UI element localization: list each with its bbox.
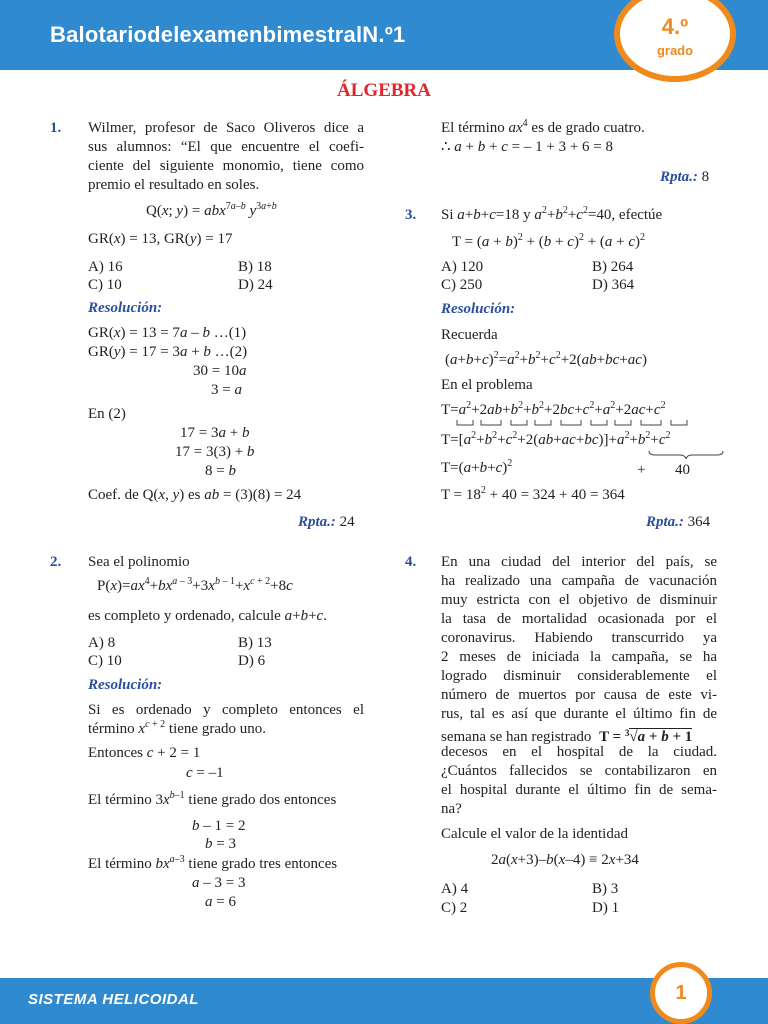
option: B) 3 [592,881,619,897]
problem-statement: 2 meses de iniciada la campaña, se ha [441,649,717,665]
problem-statement: Sea el polinomio [88,554,190,570]
option: D) 6 [238,653,266,669]
answer: Rpta.: 24 [298,514,355,530]
step: Entonces c + 2 = 1 [88,745,201,761]
option: A) 8 [88,635,116,651]
step: 30 = 10a [193,363,247,379]
problem-statement: número de muertos por causa de este vi- [441,687,717,703]
problem-number: 4. [405,554,417,570]
step: El término $bx^{a-3}$ tiene grado tres entonces [88,854,338,872]
step: $T=a^2+2ab+b^2+b^2+2bc+c^2+a^2+2ac+c^2$ [441,400,666,418]
problem-statement: decesos en el hospital de la ciudad. [441,744,717,760]
step: El término $3x^{b-1}$ tiene grado dos entonces [88,790,337,808]
problem-number: 1. [50,120,62,136]
problem-statement: En una ciudad del interior del país, se [441,554,717,570]
step: b – 1 = 2 [192,818,246,834]
problem-statement: ¿Cuántos fallecidos se contabilizaron en [441,763,717,779]
option: C) 10 [88,277,122,293]
step: GR(x) = 13 = 7a – b …(1) [88,325,247,341]
problem-statement: na? [441,801,462,817]
underbrace [648,450,724,460]
polynomial: $P(x)=ax^4+bx^{a - 3}+3x^{b - 1}+x^{c + 2}+8c$ [97,576,293,594]
option: B) 18 [238,259,272,275]
step: $T=(a+b+c)^2$ [441,458,513,476]
step: 3 = a [211,382,242,398]
page-number: 1 [675,982,687,1004]
step: 40 [675,462,690,478]
step: GR(y) = 17 = 3a + b …(2) [88,344,248,360]
option: C) 2 [441,900,468,916]
question: Calcule el valor de la identidad [441,826,629,842]
step: término $x^{c + 2}$ tiene grado uno. [88,719,266,737]
option: A) 16 [88,259,123,275]
step: $T=[a^2+b^2+c^2+2(ab+ac+bc)]+a^2+b^2+c^2$ [441,430,671,448]
option: A) 4 [441,881,469,897]
resolution-label: Resolución: [88,300,163,316]
step: En el problema [441,377,533,393]
grade-number: 4.º [661,14,689,39]
exam-title: BalotariodelexamenbimestralN.º1 [50,22,406,47]
problem-number: 2. [50,554,62,570]
identity: 2a(x+3)–b(x–4) ≡ 2x+34 [491,852,639,868]
problem-statement: rus, tal es así que durante el último fin de [441,706,717,722]
step: Coef. de Q(x, y) es ab = (3)(8) = 24 [88,487,302,503]
step: $T = 18^2 + 40 = 324 + 40 = 364$ [441,485,625,503]
problem-statement: ciente del siguiente monomio, tiene como [88,158,364,174]
answer: Rpta.: 364 [646,514,711,530]
answer: Rpta.: 8 [660,169,710,185]
problem-statement: logrado disminuir considerablemente el [441,668,717,684]
grade-label: grado [656,43,694,58]
step: $(a+b+c)^2=a^2+b^2+c^2+2(ab+bc+ac)$ [445,350,647,368]
step: ∴ a + b + c = – 1 + 3 + 6 = 8 [441,139,613,155]
question: es completo y ordenado, calcule a+b+c. [88,608,327,624]
step: + [637,462,646,478]
step: 17 = 3a + b [180,425,250,441]
step: En (2) [88,406,126,422]
step: 17 = 3(3) + b [175,444,255,460]
expression: $T = (a + b)^2 + (b + c)^2 + (a + c)^2$ [452,232,646,250]
step: a = 6 [205,894,236,910]
option: B) 264 [592,259,634,275]
problem-statement: Wilmer, profesor de Saco Oliveros dice a [88,120,364,136]
step: Recuerda [441,327,498,343]
step: El término $ax^4$ es de grado cuatro. [441,118,645,136]
option: D) 24 [238,277,273,293]
condition: GR(x) = 13, GR(y) = 17 [88,231,233,247]
problem-statement: muy estricta con el objetivo de disminuir [441,592,717,608]
problem-statement: premio el resultado en soles. [88,177,260,193]
page-number-badge [650,962,712,1024]
option: C) 250 [441,277,483,293]
problem-statement: semana se han registrado T = $^3$√a + b + 1 [441,728,693,745]
problem-statement: el hospital durante el último fin de sema- [441,782,717,798]
step: Si es ordenado y completo entonces el [88,702,364,718]
option: D) 1 [592,900,620,916]
grouping-brackets [455,419,725,429]
footer-brand: SISTEMA HELICOIDAL [28,991,199,1008]
option: A) 120 [441,259,484,275]
problem-number: 3. [405,207,417,223]
resolution-label: Resolución: [441,301,516,317]
problem-statement: coronavirus. Habiendo transcurrido ya [441,630,717,646]
monomial: Q(x; y) = abx$^{7a-b}$ $y^{3a+b}$ [146,201,277,219]
step: c = –1 [186,765,224,781]
step: a – 3 = 3 [192,875,246,891]
subject-title: ÁLGEBRA [337,80,431,101]
problem-statement: sus alumnos: “El que encuentre el coefi- [88,139,364,155]
resolution-label: Resolución: [88,677,163,693]
step: 8 = b [205,463,236,479]
problem-statement: Si a+b+c=18 y $a^2+b^2+c^2=40$, efectúe [441,205,663,223]
option: C) 10 [88,653,122,669]
option: D) 364 [592,277,635,293]
problem-statement: la tasa de mortalidad ocasionada por el [441,611,717,627]
option: B) 13 [238,635,272,651]
problem-statement: ha realizado una campaña de vacunación [441,573,717,589]
step: b = 3 [205,836,236,852]
